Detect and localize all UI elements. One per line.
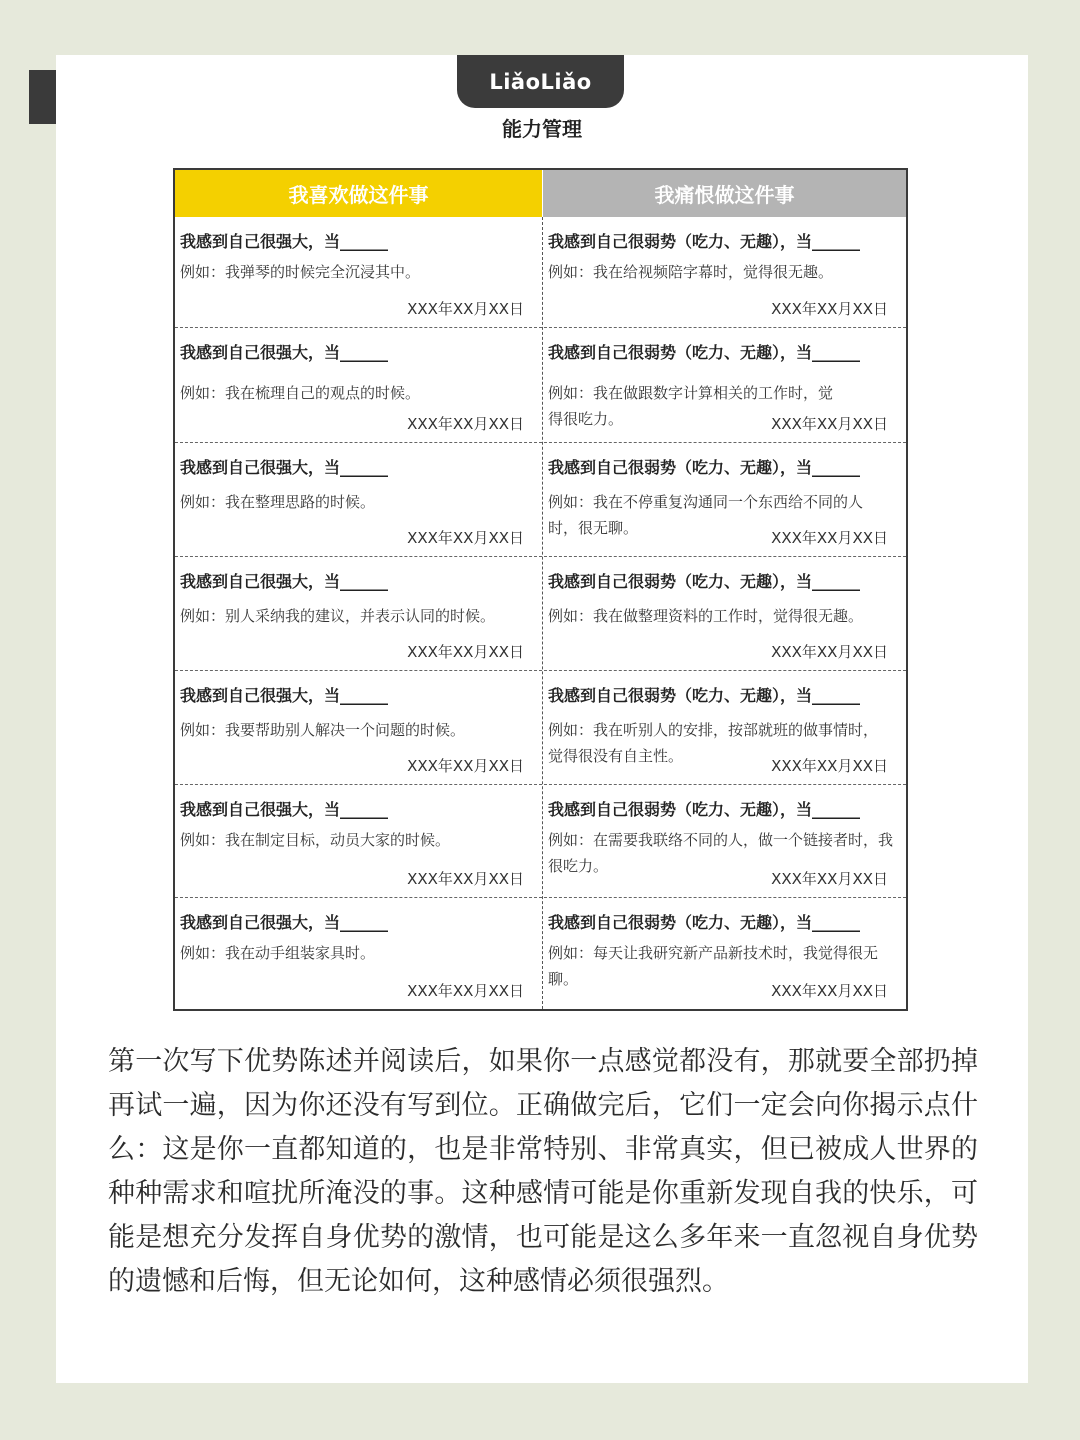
- like-example: 例如：别人采纳我的建议，并表示认同的时候。: [180, 607, 496, 625]
- hate-date: XXX年XX月XX日: [771, 643, 888, 661]
- hate-date: XXX年XX月XX日: [771, 529, 888, 547]
- hate-example: 例如：我在不停重复沟通同一个东西给不同的人时，很无聊。: [548, 493, 864, 537]
- like-prompt: 我感到自己很强大，当______: [180, 343, 389, 362]
- like-date: XXX年XX月XX日: [407, 300, 524, 318]
- table-row: [175, 898, 906, 1009]
- table-row: [175, 671, 906, 785]
- hate-example: 例如：我在做跟数字计算相关的工作时，觉得很吃力。: [548, 384, 834, 428]
- hate-cell: [543, 217, 906, 327]
- hate-example: 例如：我在给视频陪字幕时，觉得很无趣。: [548, 263, 834, 281]
- hate-date: XXX年XX月XX日: [771, 415, 888, 433]
- hate-example: 例如：每天让我研究新产品新技术时，我觉得很无聊。: [548, 944, 879, 988]
- hate-cell: [543, 671, 906, 784]
- hate-date: XXX年XX月XX日: [771, 300, 888, 318]
- hate-prompt: 我感到自己很弱势（吃力、无趣），当______: [548, 800, 861, 819]
- hate-date: XXX年XX月XX日: [771, 757, 888, 775]
- header-like: 我喜欢做这件事: [175, 170, 542, 217]
- ability-table: [173, 168, 908, 1011]
- hate-prompt: 我感到自己很弱势（吃力、无趣），当______: [548, 913, 861, 932]
- like-prompt: 我感到自己很强大，当______: [180, 572, 389, 591]
- like-prompt: 我感到自己很强大，当______: [180, 458, 389, 477]
- hate-prompt: 我感到自己很弱势（吃力、无趣），当______: [548, 343, 861, 362]
- hate-date: XXX年XX月XX日: [771, 870, 888, 888]
- like-cell: [175, 785, 542, 897]
- like-prompt: 我感到自己很强大，当______: [180, 232, 389, 251]
- hate-prompt: 我感到自己很弱势（吃力、无趣），当______: [548, 458, 861, 477]
- like-cell: [175, 443, 542, 556]
- page-subtitle: 能力管理: [502, 117, 582, 141]
- hate-example: 例如：我在听别人的安排，按部就班的做事情时，觉得很没有自主性。: [548, 721, 879, 765]
- side-tab-decoration: [29, 70, 56, 124]
- hate-prompt: 我感到自己很弱势（吃力、无趣），当______: [548, 686, 861, 705]
- like-example: 例如：我在制定目标，动员大家的时候。: [180, 831, 451, 849]
- like-cell: [175, 557, 542, 670]
- table-row: [175, 328, 906, 443]
- header-hate: 我痛恨做这件事: [543, 170, 906, 217]
- table-row: [175, 443, 906, 557]
- hate-example: 例如：我在做整理资料的工作时，觉得很无趣。: [548, 607, 864, 625]
- hate-cell: [543, 557, 906, 670]
- hate-cell: [543, 898, 906, 1009]
- like-example: 例如：我要帮助别人解决一个问题的时候。: [180, 721, 466, 739]
- hate-prompt: 我感到自己很弱势（吃力、无趣），当______: [548, 232, 861, 251]
- like-prompt: 我感到自己很强大，当______: [180, 686, 389, 705]
- hate-prompt: 我感到自己很弱势（吃力、无趣），当______: [548, 572, 861, 591]
- like-example: 例如：我在整理思路的时候。: [180, 493, 376, 511]
- like-date: XXX年XX月XX日: [407, 757, 524, 775]
- hate-example: 例如：在需要我联络不同的人，做一个链接者时，我很吃力。: [548, 831, 894, 875]
- like-cell: [175, 898, 542, 1009]
- page-card: [56, 55, 1028, 1383]
- like-prompt: 我感到自己很强大，当______: [180, 913, 389, 932]
- like-date: XXX年XX月XX日: [407, 643, 524, 661]
- like-cell: [175, 671, 542, 784]
- like-date: XXX年XX月XX日: [407, 415, 524, 433]
- hate-cell: [543, 328, 906, 442]
- hate-cell: [543, 785, 906, 897]
- like-example: 例如：我在梳理自己的观点的时候。: [180, 384, 421, 402]
- hate-date: XXX年XX月XX日: [771, 982, 888, 1000]
- like-example: 例如：我弹琴的时候完全沉浸其中。: [180, 263, 421, 281]
- like-example: 例如：我在动手组装家具时。: [180, 944, 376, 962]
- like-date: XXX年XX月XX日: [407, 529, 524, 547]
- brand-logo: LiǎoLiǎo: [457, 55, 624, 108]
- like-date: XXX年XX月XX日: [407, 982, 524, 1000]
- table-row: [175, 557, 906, 671]
- like-prompt: 我感到自己很强大，当______: [180, 800, 389, 819]
- hate-cell: [543, 443, 906, 556]
- like-cell: [175, 217, 542, 327]
- table-row: [175, 217, 906, 328]
- body-paragraph: 第一次写下优势陈述并阅读后，如果你一点感觉都没有，那就要全部扔掉再试一遍，因为你还没有写到位。正确做完后，它们一定会向你揭示点什么：这是你一直都知道的，也是非常特别、非常真实，但已被成人世界的种种需求和喧扰所淹没的事。这种感情可能是你重新发现自我的快乐，可能是想充分发挥自身优势的激情，也可能是这么多年来一直忽视自身优势的遗憾和后悔，但无论如何，这种感情必须很强烈。: [108, 1046, 978, 1297]
- like-cell: [175, 328, 542, 442]
- table-row: [175, 785, 906, 898]
- like-date: XXX年XX月XX日: [407, 870, 524, 888]
